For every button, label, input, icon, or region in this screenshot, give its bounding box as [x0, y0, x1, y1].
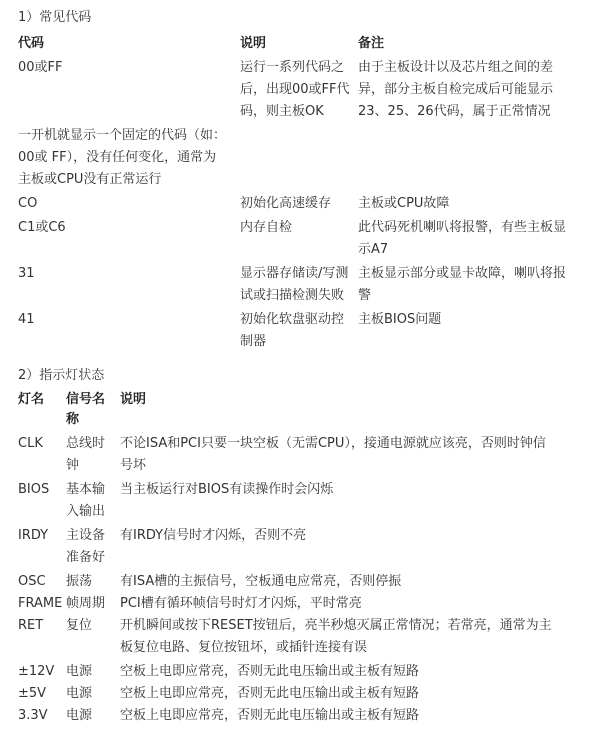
- signal-cell: 基本输: [66, 482, 106, 497]
- code-cell: 00或FF: [18, 60, 63, 75]
- note-cell: 由于主板设计以及芯片组之间的差: [358, 60, 554, 75]
- lamp-desc-cell: 板复位电路、复位按钮坏，或插针连接有误: [120, 640, 368, 655]
- note-cell: 此代码死机喇叭将报警，有些主板显: [358, 220, 567, 235]
- desc-cell: 后，出现00或FF代: [240, 82, 350, 97]
- note-cell: 主板或CPU故障: [358, 196, 450, 211]
- note-paragraph: 00或 FF），没有任何变化，通常为: [18, 150, 217, 165]
- signal-cell: 总线时: [66, 436, 106, 451]
- desc-cell: 内存自检: [240, 220, 293, 235]
- desc-cell: 制器: [240, 334, 267, 349]
- signal-cell: 电源: [66, 708, 93, 723]
- lamp-desc-cell: 号坏: [120, 458, 147, 473]
- header-code: 代码: [18, 36, 45, 51]
- desc-cell: 运行一系列代码之: [240, 60, 345, 75]
- note-paragraph: 一开机就显示一个固定的代码（如：: [18, 128, 227, 143]
- signal-cell: 准备好: [66, 550, 106, 565]
- lamp-cell: ±5V: [18, 686, 47, 701]
- header-lamp: 灯名: [18, 392, 45, 407]
- signal-cell: 复位: [66, 618, 93, 633]
- note-cell: 示A7: [358, 242, 389, 257]
- lamp-desc-cell: PCI槽有循环帧信号时灯才闪烁，平时常亮: [120, 596, 362, 611]
- note-cell: 异，部分主板自检完成后可能显示: [358, 82, 554, 97]
- lamp-cell: RET: [18, 618, 44, 633]
- note-cell: 主板BIOS问题: [358, 312, 442, 327]
- lamp-desc-cell: 有ISA槽的主振信号，空板通电应常亮，否则停振: [120, 574, 402, 589]
- lamp-cell: ±12V: [18, 664, 55, 679]
- lamp-cell: OSC: [18, 574, 46, 589]
- section1-heading: 1）常见代码: [18, 10, 92, 25]
- header-desc: 说明: [120, 392, 147, 407]
- signal-cell: 主设备: [66, 528, 106, 543]
- lamp-cell: 3.3V: [18, 708, 48, 723]
- header-signal: 信号名: [66, 392, 106, 407]
- desc-cell: 初始化高速缓存: [240, 196, 332, 211]
- header-note: 备注: [358, 36, 385, 51]
- note-cell: 主板显示部分或显卡故障，喇叭将报: [358, 266, 567, 281]
- lamp-desc-cell: 空板上电即应常亮，否则无此电压输出或主板有短路: [120, 686, 420, 701]
- signal-cell: 钟: [66, 458, 80, 473]
- desc-cell: 显示器存储读/写测: [240, 266, 349, 281]
- lamp-desc-cell: 空板上电即应常亮，否则无此电压输出或主板有短路: [120, 708, 420, 723]
- signal-cell: 帧周期: [66, 596, 106, 611]
- code-cell: CO: [18, 196, 38, 211]
- header-desc: 说明: [240, 36, 267, 51]
- code-cell: 31: [18, 266, 35, 281]
- signal-cell: 振荡: [66, 574, 93, 589]
- code-cell: C1或C6: [18, 220, 66, 235]
- section2-heading: 2）指示灯状态: [18, 368, 105, 383]
- signal-cell: 入输出: [66, 504, 106, 519]
- desc-cell: 码，则主板OK: [240, 104, 324, 119]
- note-cell: 23、25、26代码，属于正常情况: [358, 104, 551, 119]
- lamp-cell: CLK: [18, 436, 43, 451]
- lamp-desc-cell: 有IRDY信号时才闪烁，否则不亮: [120, 528, 307, 543]
- lamp-cell: IRDY: [18, 528, 49, 543]
- lamp-cell: FRAME: [18, 596, 63, 611]
- lamp-desc-cell: 当主板运行对BIOS有读操作时会闪烁: [120, 482, 334, 497]
- lamp-desc-cell: 空板上电即应常亮，否则无此电压输出或主板有短路: [120, 664, 420, 679]
- note-cell: 警: [358, 288, 372, 303]
- signal-cell: 电源: [66, 686, 93, 701]
- lamp-desc-cell: 不论ISA和PCI只要一块空板（无需CPU），接通电源就应该亮，否则时钟信: [120, 436, 546, 451]
- signal-cell: 电源: [66, 664, 93, 679]
- desc-cell: 试或扫描检测失败: [240, 288, 345, 303]
- header-signal: 称: [66, 412, 80, 427]
- desc-cell: 初始化软盘驱动控: [240, 312, 345, 327]
- lamp-cell: BIOS: [18, 482, 50, 497]
- note-paragraph: 主板或CPU没有正常运行: [18, 172, 162, 187]
- lamp-desc-cell: 开机瞬间或按下RESET按钮后，亮半秒熄灭属正常情况；若常亮，通常为主: [120, 618, 552, 633]
- code-cell: 41: [18, 312, 35, 327]
